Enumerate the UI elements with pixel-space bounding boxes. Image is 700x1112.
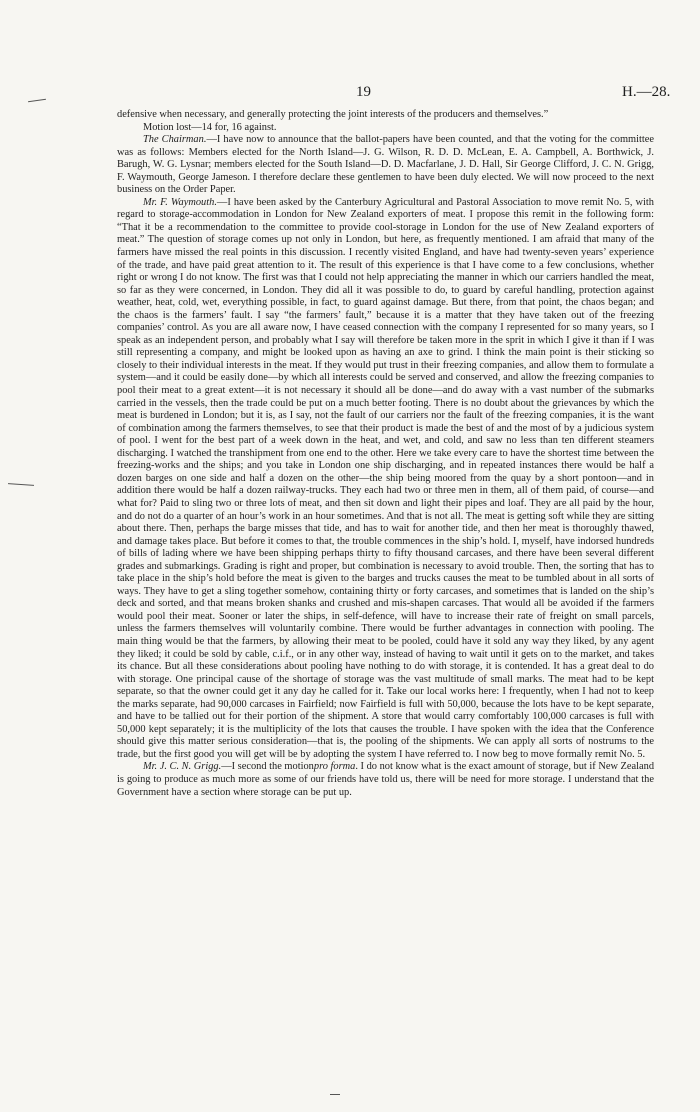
body-text [117,109,654,799]
speaker-name: Mr. F. Waymouth. [143,196,217,208]
paragraph [117,197,654,762]
document-reference: H.—28. [622,84,671,100]
speaker-name: The Chairman. [143,134,207,146]
paragraph-text: defensive when necessary, and generally protecting the joint interests of the producers and themselves.” [117,109,549,120]
paragraph [117,761,654,799]
speaker-name: Mr. J. C. N. Grigg. [143,761,222,773]
paragraph [117,122,654,135]
paragraph-text: —I second the motion [221,761,314,773]
page-header [0,84,700,102]
paragraph-text: Motion lost—14 for, 16 against. [143,121,277,133]
paragraph-text: —I have been asked by the Canterbury Agricultural and Pastoral Association to move remit No. 5, with regard to storage-accommodation in London for New Zealand exporters of meat. I propose this remit in the following form: “That it be a recommendation to the committee to provide cool-storage in London for the use of New Zealand exporters of meat.” The question of storage comes up not only in London, but here, as frequently mentioned. I am afraid that many of the farmers have missed the real points in this discussion. I recently visited England, and have had twenty-seven years’ experience of the trade, and have paid great attention to it. The result of this experience is that I have come to a few conclusions, whether right or wrong I do not know. The first was that I could not help appreciating the manner in which our carriers handled the meat, so far as they were concerned, in London. They did all it was possible to do, to guard by careful handling, protection against weather, heat, cold, wet, everything possible, in fact, to guard against damage. But there, from that point, the chaos began; and the chaos is the farmers’ fault. I say “the farmers’ fault,” because it is a matter that they have taken out of the freezing companies’ control. As you are all aware now, I have ceased connection with the company I represented for so many years, so I speak as an independent person, and probably what I say will therefore be taken more in the sprit in which I give it than if I was still representing a company, and might be looked upon as having an axe to grind. I think the main point is their sticking so closely to their individual interests in the meat. If they would put trust in their freezing companies, and allow them to formulate a system—and it could be easily done—by which all interests could be served and conserved, and allow the freezing companies to pool their meat to a great extent—it is not necessary it should all be done—and do away with a vast number of the submarks carried in the vessels, then the trade could be put on a much better footing. There is no doubt about the grievances by which the meat is burdened in London; but it is, as I say, not the fault of our carriers nor the fault of the freezing companies, it is the want of combination among the farmers themselves, to see that their product is made the best of and the most of by a judicious system of pool. I went for the best part of a week down in the heat, and wet, and cold, and saw no less than ten different steamers discharging. I watched the transhipment from one end to the other. Here we take every care to have the shortest time between the freezing-works and the ships; and you take in London one ship discharging, and in repeated instances there would be half a dozen barges on one side and half a dozen on the other—the ship being moored from the quay by a short pontoon—and in addition there would be half a dozen railway-trucks. They each had two or three men in them, all of them paid, of course—and what for? Paid to sling two or three lots of meat, and then sit down and light their pipes and loaf. They are all paid by the hour, and do not do a quarter of an hour’s work in an hour sometimes. And that is not all. The meat is getting soft while they are sitting about there. Then, perhaps the barge misses that tide, and has to wait for another tide, and then her meat is thoroughly thawed, and damage takes place. But before it comes to that, the trouble commences in the ship’s hold. I, myself, have indorsed hundreds of bills of lading where we have been shipping perhaps thirty to fifty thousand carcases, and there have been several different grades and submarkings. Grading is right and proper, but combination is necessary to avoid trouble. Then, the sorting that has to take place in the ship’s hold before the meat is given to the barges and trucks causes the meat to be tumbled about in all sorts of ways. They have to get a sling together somehow, containing thirty or forty carcases, and sometimes that is landed on the ship’s deck and sorted, and that means broken shanks and crushed and mis-shapen carcases. That would all be avoided if the farmers would pool their meat. Sooner or later the ships, in self-defence, will have to increase their rate of freight on small parcels, unless the farmers themselves will voluntarily combine. There would be further advantages in connection with pooling. The main thing would be that the farmers, by allowing their meat to be pooled, could have it sold any way they liked, by any agent they liked; it could be sold by cable, c.i.f., or in any other way, instead of having to wait until it gets on to the market, and takes its chance. But all these considerations about pooling have nothing to do with storage, it is contended. It has a great deal to do with storage. One principal cause of the shortage of storage was the vast multitude of small marks. The meat had to be kept separate, so that the owner could get it any day he called for it. Take our local works here: I frequently, when I had not to keep the marks separate, had 90,000 carcases in Fairfield; now Fairfield is full with 50,000, because the lots have to be kept separate, and have to be tallied out for their portion of the shipment. A store that would carry comfortably 100,000 carcases is full with 50,000 kept separately; it is the multiplicity of the lots that causes the trouble. I have spoken with the idea that the Conference should give this matter serious consideration—that is, the pooling of the shipments. We can apply all sorts of nostrums to the trade, but the first good you will get will be by adopting the system I have referred to. I now beg to move formally remit No. 5. [117,196,654,760]
paragraph [117,134,654,197]
margin-pencil-mark [8,483,34,486]
paragraph-text: . I do not know what is the exact amount of storage, but if New Zealand is going to produce as much more as some of our friends have told us, there will be need for more storage. I understand that the Government have a section where storage can be put up. [117,761,655,798]
paragraph [117,109,654,122]
page-number: 19 [356,84,371,100]
emphasis-text: pro forma [313,761,356,773]
paragraph-text: —I have now to announce that the ballot-papers have been counted, and that the voting for the committee was as follows: Members elected for the North Island—J. G. Wilson, R. D. D. McLean, E. A. Campbell, A. Borthwick, J. Barugh, W. G. Lysnar; members elected for the South Island—D. D. Macfarlane, J. D. Hall, Sir George Clifford, J. C. N. Grigg, F. Waymouth, George Jameson. I therefore declare these gentlemen to have been duly elected. We will now proceed to the next business on the Order Paper. [117,134,654,196]
margin-pencil-mark [330,1094,340,1095]
